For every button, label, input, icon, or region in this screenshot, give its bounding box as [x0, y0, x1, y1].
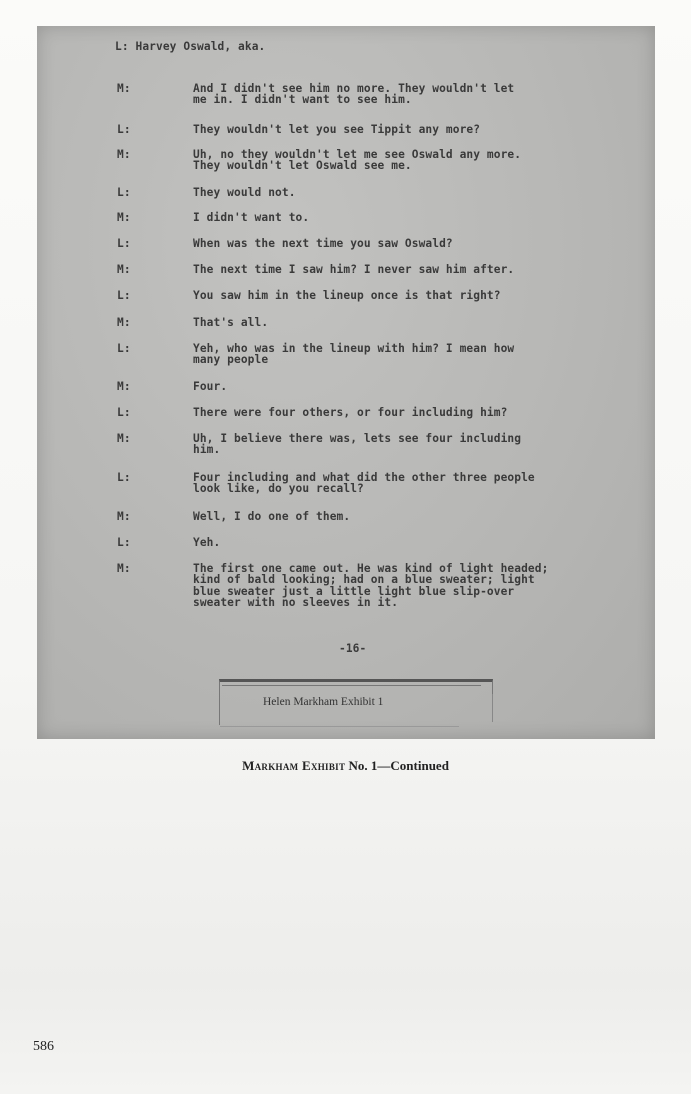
line-text: And I didn't see him no more. They wouldn't let me in. I didn't want to see him. [193, 82, 515, 107]
page-folio: 586 [33, 1039, 54, 1054]
line-text: They wouldn't let you see Tippit any more? [193, 123, 481, 136]
line-text: Four. [193, 380, 228, 393]
line-text: I didn't want to. [193, 211, 310, 224]
exhibit-photo [37, 26, 655, 739]
line-text: Yeh, who was in the lineup with him? I mean how many people [193, 342, 515, 367]
speaker-label: L: [117, 471, 131, 484]
transcript-page-number: -16- [339, 642, 367, 655]
line-text: When was the next time you saw Oswald? [193, 237, 453, 250]
line-text: Uh, I believe there was, lets see four including him. [193, 432, 522, 457]
speaker-label: L: [117, 289, 131, 302]
speaker-label: M: [117, 82, 131, 95]
line-text: The next time I saw him? I never saw him after. [193, 263, 515, 276]
exhibit-label: Helen Markham Exhibit 1 [263, 696, 384, 708]
speaker-label: M: [117, 510, 131, 523]
speaker-label: L: [117, 406, 131, 419]
speaker-label: M: [117, 148, 131, 161]
line-text: That's all. [193, 316, 269, 329]
speaker-label: M: [117, 211, 131, 224]
speaker-label: L: [117, 123, 131, 136]
speaker-label: M: [117, 562, 131, 575]
line-text: Four including and what did the other three people look like, do you recall? [193, 471, 535, 496]
line-text: Yeh. [193, 536, 221, 549]
line-text: There were four others, or four including him? [193, 406, 508, 419]
speaker-label: M: [117, 263, 131, 276]
caption-suffix: No. 1—Continued [348, 758, 449, 773]
speaker-label: M: [117, 432, 131, 445]
speaker-label: M: [117, 316, 131, 329]
speaker-label: L: [117, 186, 131, 199]
speaker-label: L: [117, 536, 131, 549]
caption-prefix: Markham Exhibit [242, 758, 346, 773]
figure-caption [0, 758, 691, 774]
speaker-label: L: [117, 237, 131, 250]
speaker-label: M: [117, 380, 131, 393]
line-text: You saw him in the lineup once is that right? [193, 289, 501, 302]
line-text: Uh, no they wouldn't let me see Oswald any more. They wouldn't let Oswald see me. [193, 148, 522, 173]
speaker-label: L: [117, 342, 131, 355]
line-text: The first one came out. He was kind of light headed; kind of bald looking; had on a blue sweater; light blue sweater just a little light blue slip-over sweater with no sleeves in it. [193, 562, 549, 610]
transcript-header: L: Harvey Oswald, aka. [115, 40, 266, 53]
line-text: Well, I do one of them. [193, 510, 351, 523]
line-text: They would not. [193, 186, 296, 199]
